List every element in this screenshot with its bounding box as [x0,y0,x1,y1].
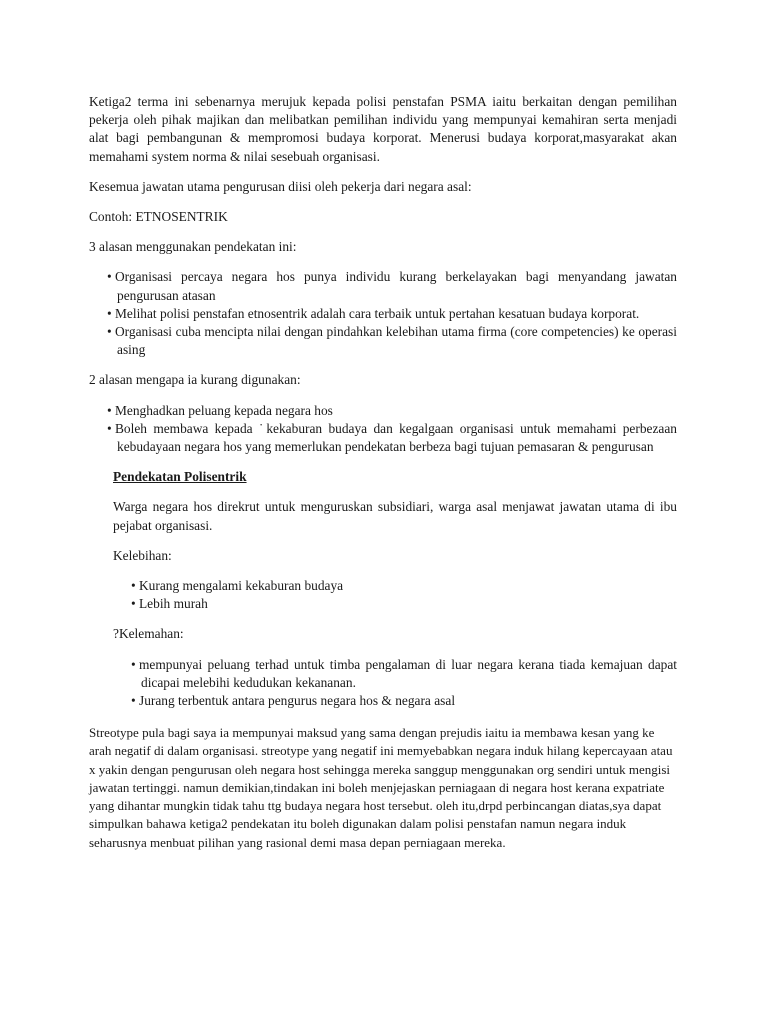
less-used-title: 2 alasan mengapa ia kurang digunakan: [89,372,301,388]
list-item: • Organisasi cuba mencipta nilai dengan pindahkan kelebihan utama firma (core competencies) ke operasi asing [107,324,677,358]
bullet-icon: • [107,420,112,436]
closing-paragraph: Streotype pula bagi saya ia mempunyai maksud yang sama dengan prejudis iaitu ia membawa kesan yang ke arah negatif di dalam organisasi. streotype yang negatif ini memyebabkan negara induk hilang kepercayaan atau x yakin dengan pengurusan oleh negara host sehingga mereka sanggup menggunakan org sendiri untuk mengisi jawatan tertinggi. namun demikian,tindakan ini boleh menjejaskan perniagaan di negara host kerana expatriate yang dihantar mungkin tidak tahu ttg budaya negara host tersebut. oleh itu,drpd perbincangan diatas,sya dapat simpulkan bahawa ketiga2 pendekatan itu boleh digunakan dalam polisi penstafan namun negara induk seharusnya menbuat pilihan yang rasional demi masa depan perniagaan mereka. [89,725,673,850]
bullet-icon: • [107,324,112,340]
section-heading: Pendekatan Polisentrik [113,469,247,485]
disadvantages-title: ?Kelemahan: [113,626,184,642]
bullet-icon: • [131,693,136,709]
document-page [89,93,677,852]
example-line: Contoh: ETNOSENTRIK [89,209,228,225]
advantages-title: Kelebihan: [113,547,172,563]
bullet-icon: • [107,269,112,285]
polisentrik-section [113,468,677,710]
bullet-icon: • [131,656,136,672]
bullet-icon: • [131,596,136,612]
reasons-list [89,268,677,359]
reasons-title: 3 alasan menggunakan pendekatan ini: [89,239,297,255]
list-item: • mempunyai peluang terhad untuk timba pengalaman di luar negara kerana tiada kemajuan dapat dicapai melebihi kedudukan kekananan. [131,656,677,690]
list-item: • Kurang mengalami kekaburan budaya [131,577,677,595]
less-used-list [89,402,677,457]
list-item: • Boleh membawa kepada ˙kekaburan budaya dan kegalgaan organisasi untuk memahami perbezaan kebudayaan negara hos yang memerlukan pendekatan berbeza bagi tujuan pemasaran & pengurusan [107,420,677,455]
intro-paragraph: Ketiga2 terma ini sebenarnya merujuk kepada polisi penstafan PSMA iaitu berkaitan dengan pemilihan pekerja oleh pihak majikan dan melibatkan pemilihan individu yang mempunyai kemahiran serta menjadi alat bagi pembangunan & mempromosi budaya korporat. Menerusi budaya korporat,masyarakat akan memahami system norma & nilai sesebuah organisasi. [89,94,677,164]
advantages-list [113,577,677,613]
disadvantages-list [113,656,677,711]
list-item: • Melihat polisi penstafan etnosentrik adalah cara terbaik untuk pertahan kesatuan budaya korporat. [107,305,677,323]
list-item: • Jurang terbentuk antara pengurus negara hos & negara asal [131,692,677,710]
bullet-icon: • [107,305,112,321]
list-item: • Menghadkan peluang kepada negara hos [107,402,677,420]
bullet-icon: • [107,402,112,418]
list-item: • Lebih murah [131,595,677,613]
bullet-icon: • [131,578,136,594]
statement-line: Kesemua jawatan utama pengurusan diisi oleh pekerja dari negara asal: [89,178,472,194]
polisentrik-description: Warga negara hos direkrut untuk menguruskan subsidiari, warga asal menjawat jawatan utama di ibu pejabat organisasi. [113,499,677,533]
list-item: • Organisasi percaya negara hos punya individu kurang berkelayakan bagi menyandang jawatan pengurusan atasan [107,269,677,303]
